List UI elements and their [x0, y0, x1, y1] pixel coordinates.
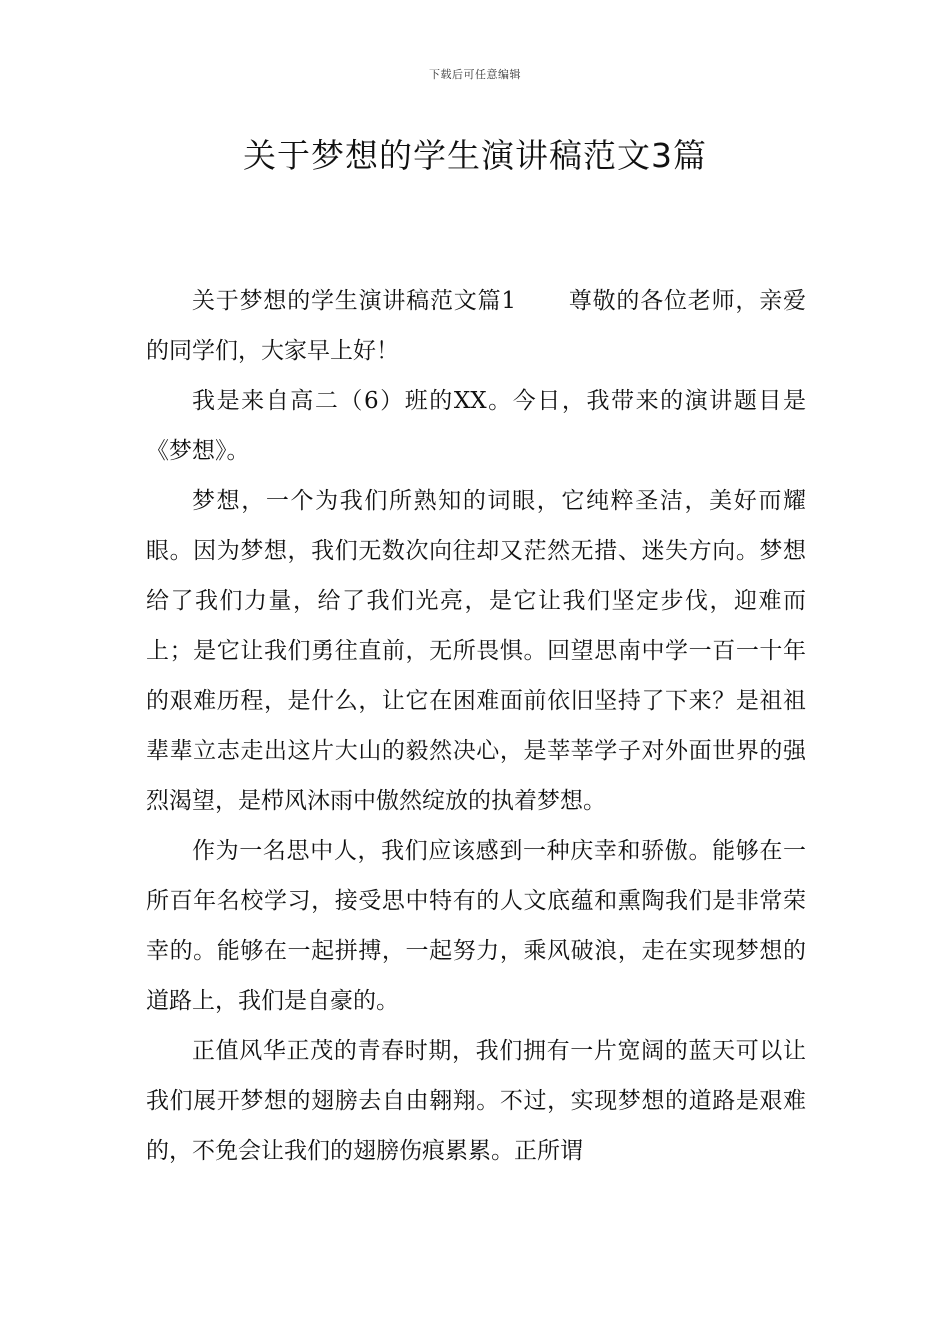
- document-body: [146, 276, 806, 1176]
- intro-paragraph: [146, 276, 806, 376]
- body-paragraph: 作为一名思中人，我们应该感到一种庆幸和骄傲。能够在一所百年名校学习，接受思中特有的人文底蕴和熏陶我们是非常荣幸的。能够在一起拼搏，一起努力，乘风破浪，走在实现梦想的道路上，我们是自豪的。: [146, 838, 806, 1014]
- greeting-text: 尊敬的各位老师，亲爱的同学们，大家早上好！: [146, 288, 806, 364]
- section-heading: 关于梦想的学生演讲稿范文篇1: [192, 288, 517, 314]
- body-paragraph: 我是来自高二（6）班的XX。今日，我带来的演讲题目是《梦想》。: [146, 388, 806, 464]
- header-note: 下载后可任意编辑: [429, 68, 521, 81]
- body-paragraph: 梦想，一个为我们所熟知的词眼，它纯粹圣洁，美好而耀眼。因为梦想，我们无数次向往却又茫然无措、迷失方向。梦想给了我们力量，给了我们光亮，是它让我们坚定步伐，迎难而上；是它让我们勇往直前，无所畏惧。回望思南中学一百一十年的艰难历程，是什么，让它在困难面前依旧坚持了下来？是祖祖辈辈立志走出这片大山的毅然决心，是莘莘学子对外面世界的强烈渴望，是栉风沐雨中傲然绽放的执着梦想。: [146, 488, 806, 814]
- body-paragraph: 正值风华正茂的青春时期，我们拥有一片宽阔的蓝天可以让我们展开梦想的翅膀去自由翱翔。不过，实现梦想的道路是艰难的，不免会让我们的翅膀伤痕累累。正所谓: [146, 1038, 806, 1164]
- document-title: 关于梦想的学生演讲稿范文3篇: [243, 136, 707, 175]
